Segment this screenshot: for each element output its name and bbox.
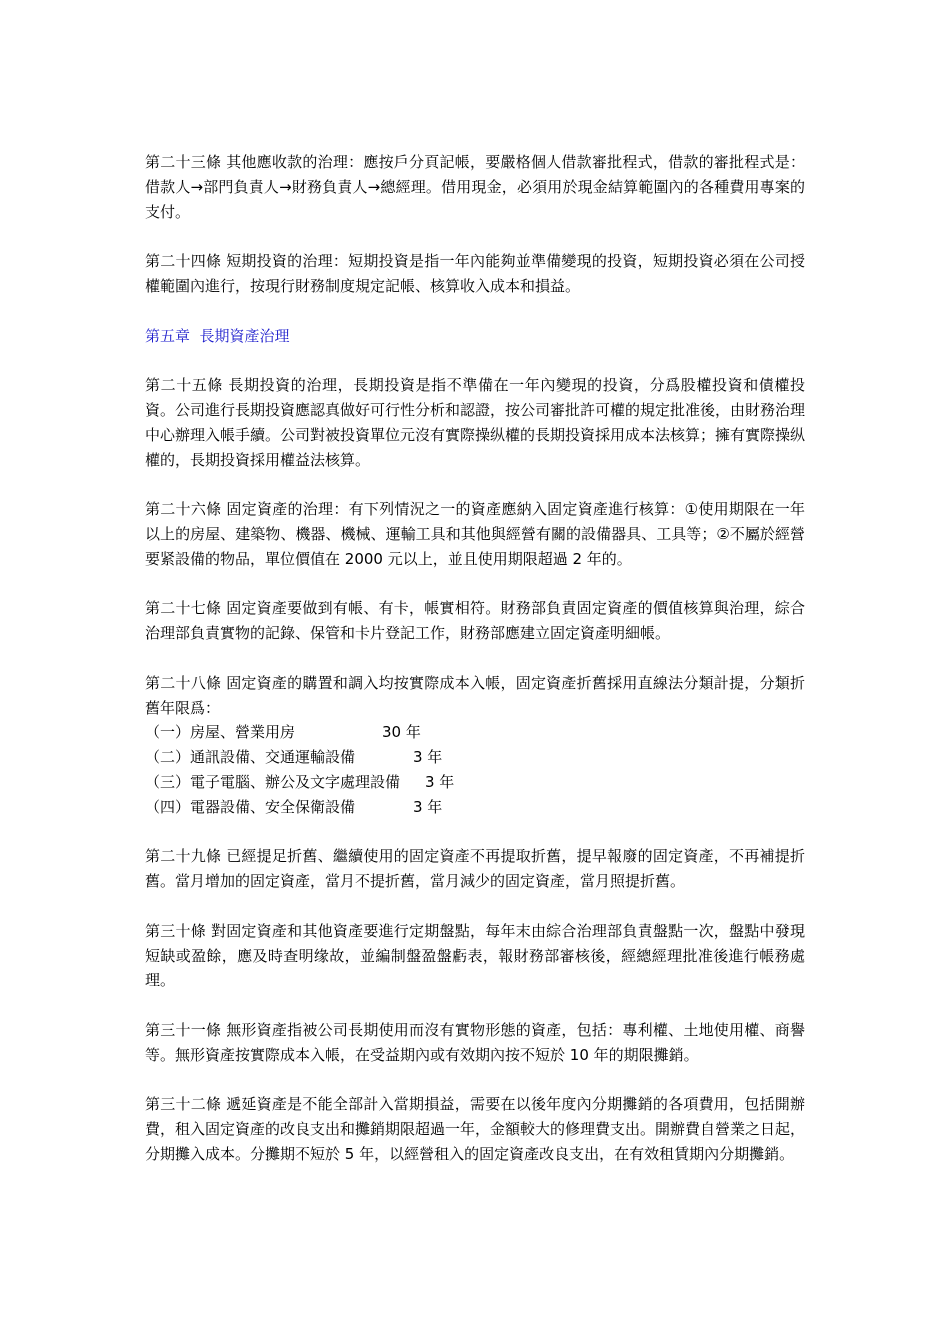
depreciation-item-label: （四）電器設備、安全保衛設備 xyxy=(145,797,356,816)
document-body xyxy=(145,150,805,1191)
article-25: 第二十五條 長期投資的治理，長期投資是指不準備在一年內變現的投資，分爲股權投資和債權投資。公司進行長期投資應認真做好可行性分析和認證，按公司審批許可權的規定批准後，由財務治理中心辦理入帳手續。公司對被投資單位元沒有實際操纵權的長期投資採用成本法核算；擁有實際操纵權的，長期投資採用權益法核算。 xyxy=(145,376,806,469)
article-27: 第二十七條 固定資產要做到有帳、有卡，帳實相符。財務部負責固定資產的價值核算與治理，綜合治理部負責實物的記錄、保管和卡片登記工作，財務部應建立固定資產明細帳。 xyxy=(145,599,805,643)
depreciation-item-years: 3 年 xyxy=(413,797,443,816)
article-28-intro: 第二十八條 固定資產的購置和調入均按實際成本入帳，固定資產折舊採用直線法分類計提，分類折舊年限爲： xyxy=(145,673,805,717)
chapter-5-heading: 第五章 長期資產治理 xyxy=(145,326,290,345)
depreciation-item xyxy=(145,720,805,745)
depreciation-item xyxy=(145,795,805,820)
article-32: 第三十二條 遞延資產是不能全部計入當期損益，需要在以後年度內分期攤銷的各項費用，包括開辦費，租入固定資產的改良支出和攤銷期限超過一年，金額較大的修理費支出。開辦費自營業之日起，分期攤入成本。分攤期不短於 5 年，以經營租入的固定資產改良支出，在有效租賃期內分期攤銷。 xyxy=(145,1095,806,1163)
depreciation-item xyxy=(145,770,805,795)
article-28 xyxy=(145,671,805,820)
depreciation-item-label: （二）通訊設備、交通運輸設備 xyxy=(145,748,356,767)
depreciation-item-label: （三）電子電腦、辦公及文字處理設備 xyxy=(145,772,401,791)
article-31: 第三十一條 無形資產指被公司長期使用而沒有實物形態的資產，包括：專利權、土地使用權、商譽等。無形資產按實際成本入帳，在受益期內或有效期內按不短於 10 年的期限攤銷。 xyxy=(145,1020,805,1064)
depreciation-item-years: 30 年 xyxy=(382,723,421,742)
article-23: 第二十三條 其他應收款的治理：應按戶分頁記帳，要嚴格個人借款審批程式，借款的審批程式是：借款人→部門負責人→財務負責人→總經理。借用現金，必須用於現金結算範圍內的各種費用專案的支付。 xyxy=(145,153,805,221)
depreciation-item-years: 3 年 xyxy=(425,772,455,791)
article-29: 第二十九條 已經提足折舊、繼續使用的固定資產不再提取折舊，提早報廢的固定資產，不再補提折舊。當月增加的固定資產，當月不提折舊，當月減少的固定資產，當月照提折舊。 xyxy=(145,847,805,891)
depreciation-item-label: （一）房屋、營業用房 xyxy=(145,723,296,742)
depreciation-item xyxy=(145,745,805,770)
article-26: 第二十六條 固定資產的治理：有下列情況之一的資產應納入固定資產進行核算：①使用期限在一年以上的房屋、建築物、機器、機械、運輸工具和其他與經營有關的設備器具、工具等；②不屬於經營要紧設備的物品，單位價值在 2000 元以上，並且使用期限超過 2 年的。 xyxy=(145,500,805,568)
article-30: 第三十條 對固定資產和其他資產要進行定期盤點，每年末由綜合治理部負責盤點一次，盤點中發現短缺或盈餘，應及時查明缘故，並編制盤盈盤虧表，報財務部審核後，經總經理批准後進行帳務處理。 xyxy=(145,921,805,990)
article-24: 第二十四條 短期投資的治理：短期投資是指一年內能夠並準備變現的投資，短期投資必須在公司授權範圍內進行，按現行財務制度規定記帳、核算收入成本和損益。 xyxy=(145,252,805,295)
depreciation-item-years: 3 年 xyxy=(413,748,443,767)
